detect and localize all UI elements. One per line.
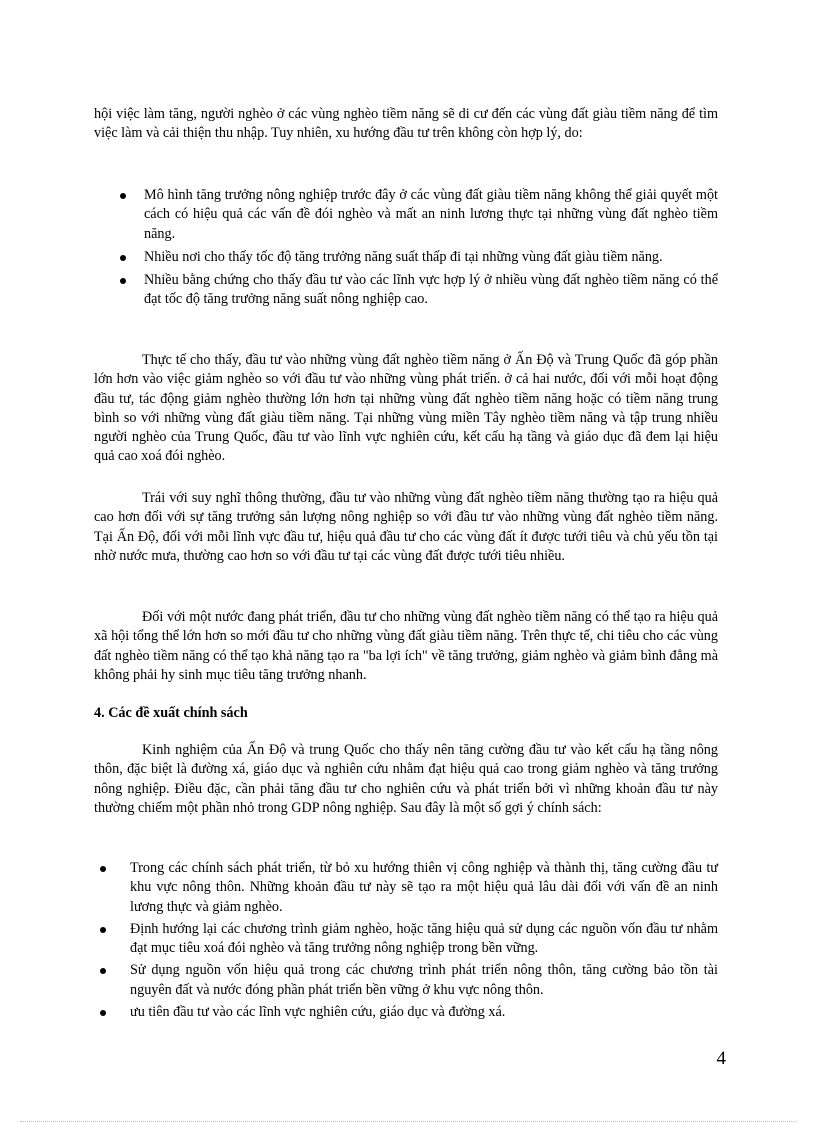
body-paragraph: Đối với một nước đang phát triển, đầu tư cho những vùng đất nghèo tiềm năng có thể tạo ra hiệu quả xã hội tổng thể lớn hơn so mới đầu tư cho những vùng đất giàu tiềm năng. Trên thực tế, chi tiêu cho các vùng đất nghèo tiềm năng có thể tạo khả năng tạo ra "ba lợi ích" về tăng trưởng, giảm nghèo và giảm bình đẳng mà không phải hy sinh mục tiêu tăng trưởng nhanh. xyxy=(94,609,718,683)
list-item: ưu tiên đầu tư vào các lĩnh vực nghiên cứu, giáo dục và đường xá. xyxy=(94,1003,718,1022)
bullet-icon xyxy=(120,278,126,284)
list-item: Mô hình tăng trưởng nông nghiệp trước đây ở các vùng đất giàu tiềm năng không thể giải quyết một cách có hiệu quả các vấn đề đói nghèo và mất an ninh lương thực tại những vùng đất nghèo tiềm năng. xyxy=(94,186,718,244)
list-item: Nhiều bằng chứng cho thấy đầu tư vào các lĩnh vực hợp lý ở nhiều vùng đất nghèo tiềm năng có thể đạt tốc độ tăng trưởng năng suất nông nghiệp cao. xyxy=(94,271,718,310)
page-bottom-divider xyxy=(20,1121,796,1122)
bullet-icon xyxy=(100,927,106,933)
bullet-icon xyxy=(100,1010,106,1016)
list-item: Định hướng lại các chương trình giảm nghèo, hoặc tăng hiệu quả sử dụng các nguồn vốn đầu tư nhằm đạt mục tiêu xoá đói nghèo và tăng trưởng nông nghiệp trong bền vững. xyxy=(94,920,718,959)
body-paragraph: Thực tế cho thấy, đầu tư vào những vùng đất nghèo tiềm năng ở Ấn Độ và Trung Quốc đã góp phần lớn hơn vào việc giảm nghèo so với đầu tư vào những vùng phát triển. ở cả hai nước, đối với mỗi hoạt động đầu tư, tác động giảm nghèo thường lớn hơn tại những vùng đất nghèo tiềm năng hoặc có tiềm năng trung bình so với những vùng đất giàu tiềm năng. Tại những vùng miền Tây nghèo tiềm năng và tập trung nhiều người nghèo của Trung Quốc, đầu tư vào lĩnh vực nghiên cứu, kết cấu hạ tầng và giáo dục đã đem lại hiệu quả cao xoá đói nghèo. xyxy=(94,352,718,465)
policy-bullet-list xyxy=(94,859,718,1025)
bullet-icon xyxy=(120,255,126,261)
intro-paragraph: hội việc làm tăng, người nghèo ở các vùng nghèo tiềm năng sẽ di cư đến các vùng đất giàu tiềm năng để tìm việc làm và cải thiện thu nhập. Tuy nhiên, xu hướng đầu tư trên không còn hợp lý, do: xyxy=(94,106,718,142)
body-paragraph: Trái với suy nghĩ thông thường, đầu tư vào những vùng đất nghèo tiềm năng thường tạo ra hiệu quả cao hơn đối với sự tăng trưởng sản lượng nông nghiệp so với đầu tư vào những vùng đất nghèo tiềm năng. Tại Ấn Độ, đối với mỗi lĩnh vực đầu tư, hiệu quả đầu tư cho các vùng đất ít được tưới tiêu và chủ yếu tồn tại nhờ nước mưa, thường cao hơn so với đầu tư tại các vùng đất được tưới tiêu nhiều. xyxy=(94,490,718,564)
body-paragraph: Kinh nghiệm của Ấn Độ và trung Quốc cho thấy nên tăng cường đầu tư vào kết cấu hạ tầng nông thôn, đặc biệt là đường xá, giáo dục và nghiên cứu nhằm đạt hiệu quả cao trong giảm nghèo và tăng trưởng nông nghiệp. Điều đặc, cần phải tăng đầu tư cho nghiên cứu và phát triển bởi vì những khoản đầu tư này thường chiếm một phần nhỏ trong GDP nông nghiệp. Sau đây là một số gợi ý chính sách: xyxy=(94,742,718,816)
bullet-icon xyxy=(100,968,106,974)
list-item: Trong các chính sách phát triển, từ bỏ xu hướng thiên vị công nghiệp và thành thị, tăng cường đầu tư khu vực nông thôn. Những khoản đầu tư này sẽ tạo ra một hiệu quả lâu dài đối với vấn đề an ninh lương thực và giảm nghèo. xyxy=(94,859,718,917)
bullet-icon xyxy=(100,866,106,872)
reasons-bullet-list xyxy=(94,186,718,314)
list-item: Sử dụng nguồn vốn hiệu quả trong các chương trình phát triển nông thôn, tăng cường bảo tồn tài nguyên đất và nước đóng phần phát triển bền vững ở khu vực nông thôn. xyxy=(94,961,718,1000)
section-heading: 4. Các đề xuất chính sách xyxy=(94,705,248,721)
bullet-icon xyxy=(120,193,126,199)
page-number: 4 xyxy=(716,1048,726,1069)
list-item: Nhiều nơi cho thấy tốc độ tăng trưởng năng suất thấp đi tại những vùng đất giàu tiềm năng. xyxy=(94,248,718,267)
